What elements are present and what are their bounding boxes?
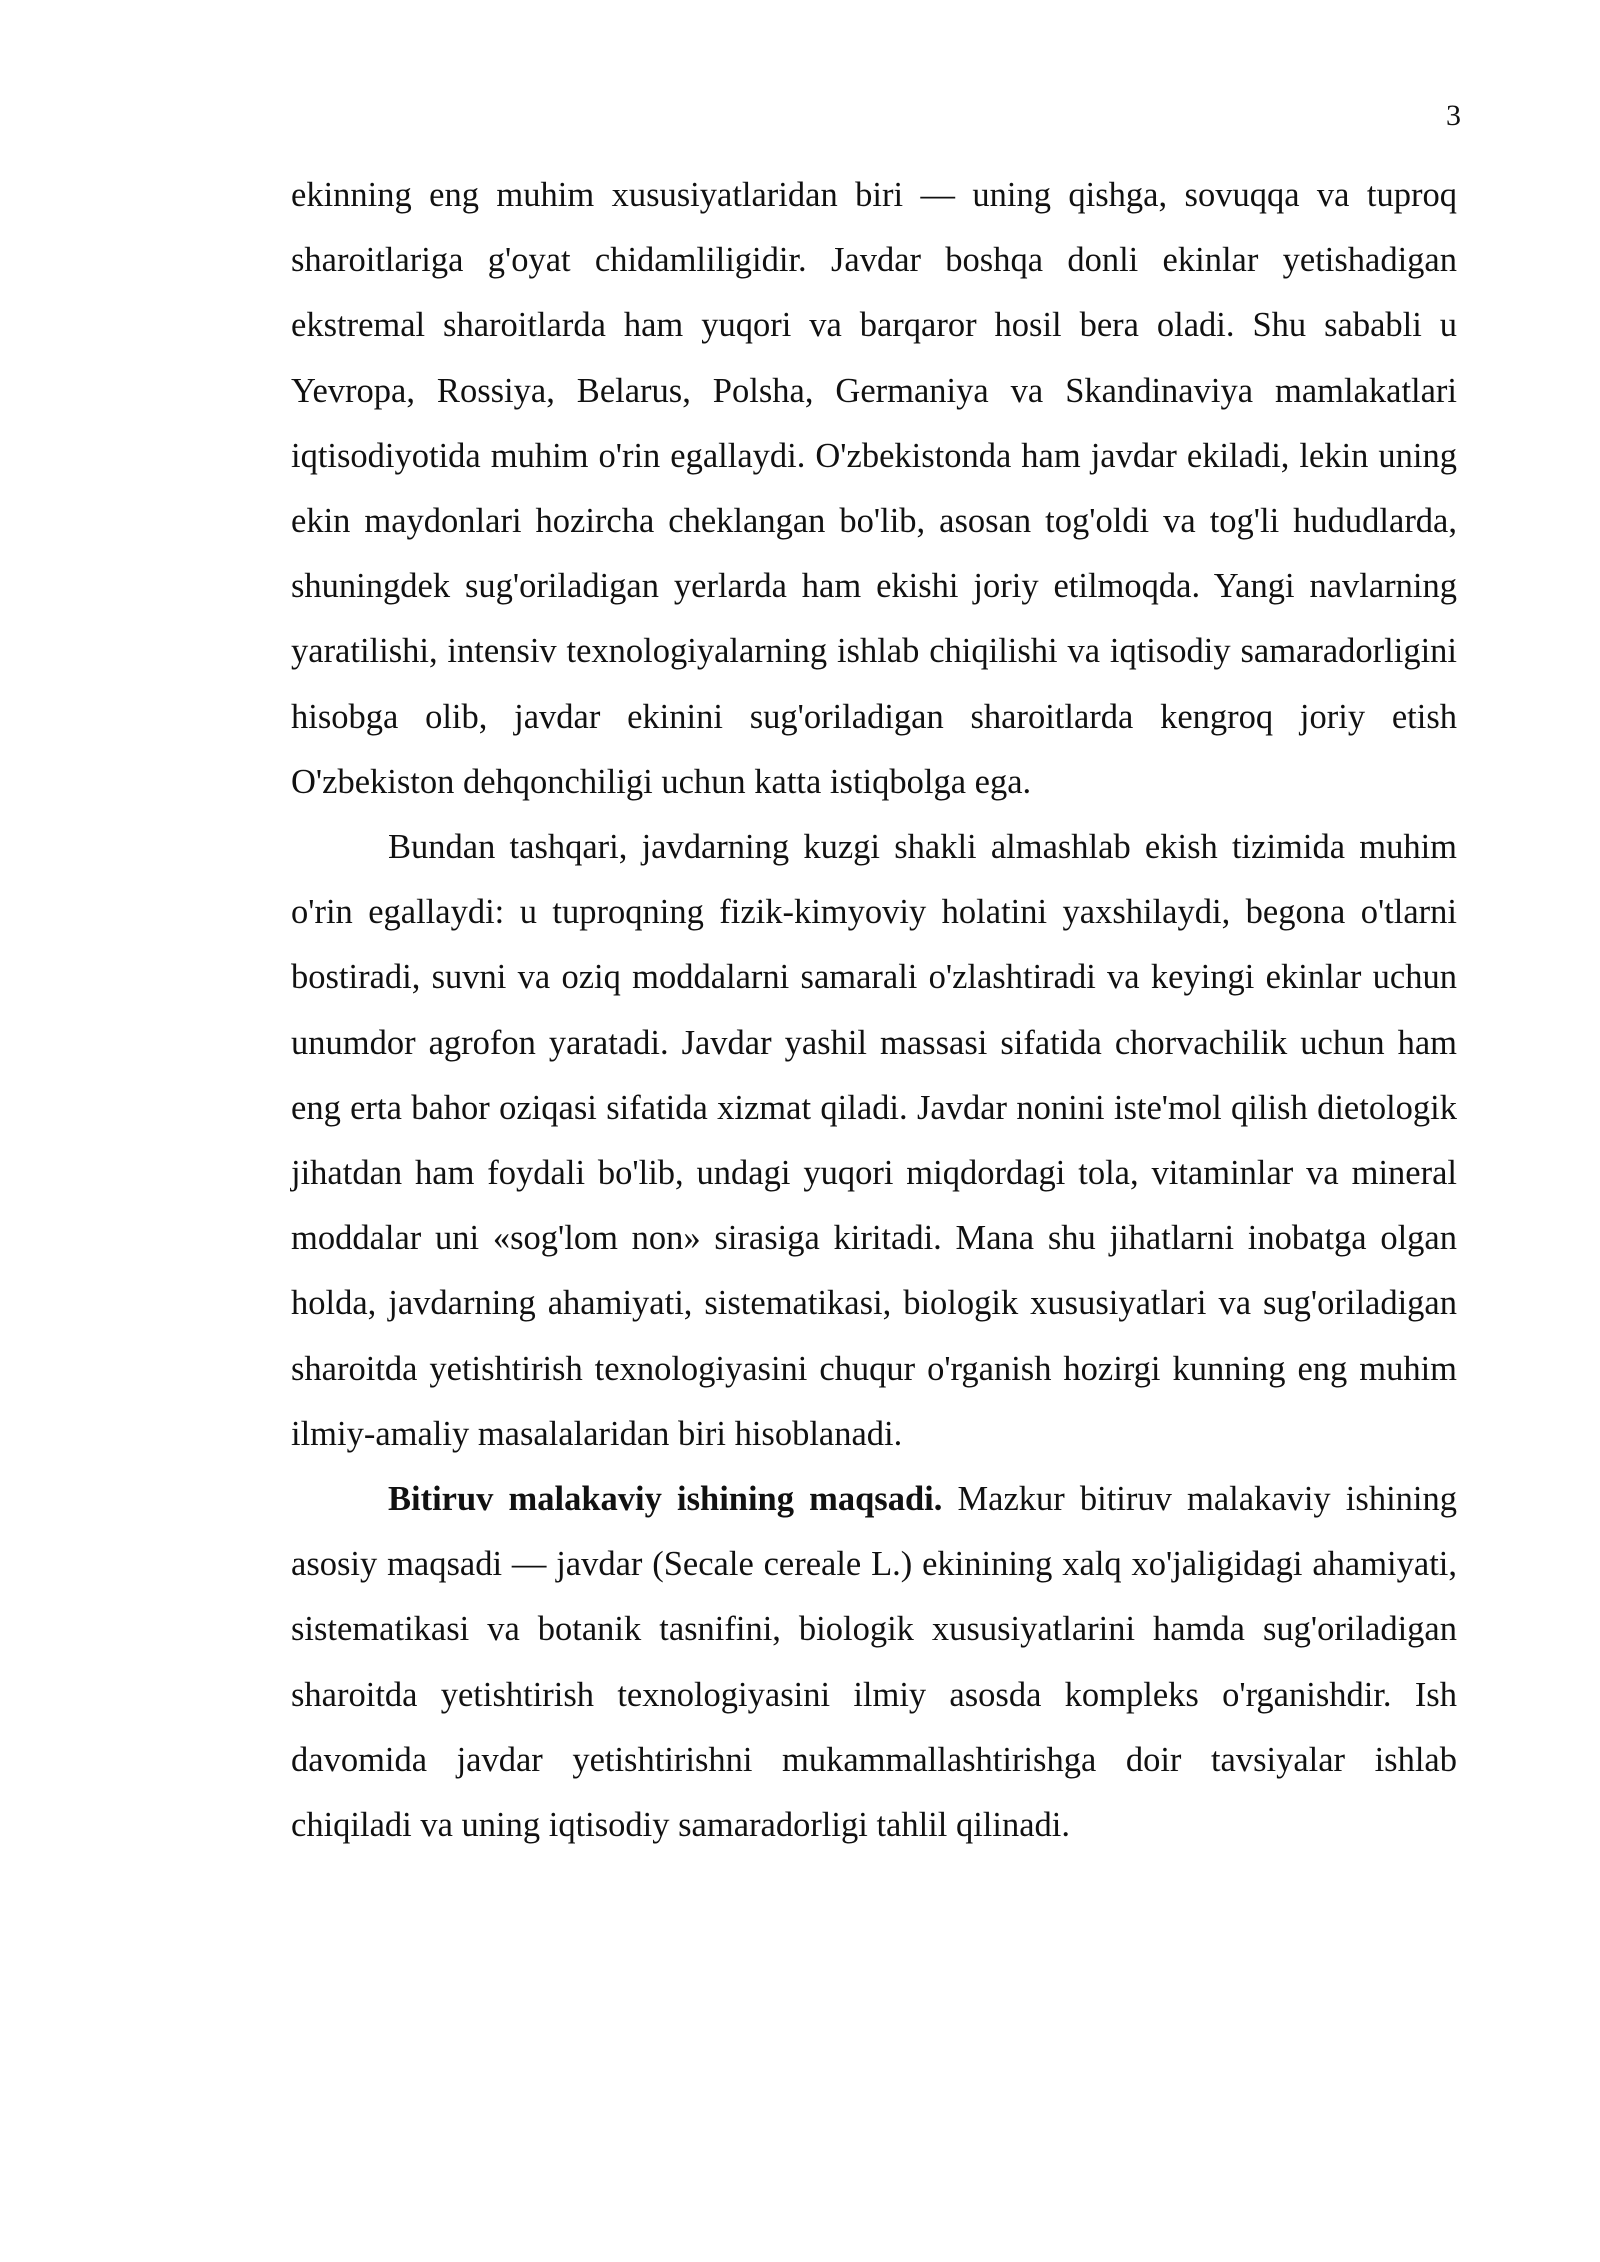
aim-heading: Bitiruv malakaviy ishining maqsadi.: [388, 1480, 943, 1519]
paragraph-continuation: ekinning eng muhim xususiyatlaridan biri — uning qishga, sovuqqa va tuproq sharoitlariga g'oyat chidamliligidir. Javdar boshqa donli ekinlar yetishadigan ekstremal sharoitlarda ham yuqori va barqaror hosil bera oladi. Shu sababli u Yevropa, Rossiya, Belarus, Polsha, Germaniya va Skandinaviya mamlakatlari iqtisodiyotida muhim o'rin egallaydi. O'zbekistonda ham javdar ekiladi, lekin uning ekin maydonlari hozircha cheklangan bo'lib, asosan tog'oldi va tog'li hududlarda, shuningdek sug'oriladigan yerlarda ham ekishi joriy etilmoqda. Yangi navlarning yaratilishi, intensiv texnologiyalarning ishlab chiqilishi va iqtisodiy samaradorligini hisobga olib, javdar ekinini sug'oriladigan sharoitlarda kengroq joriy etish O'zbekiston dehqonchiligi uchun katta istiqbolga ega.: [291, 176, 1457, 801]
text-body: [291, 163, 1457, 1858]
paragraph-thesis-aim: [291, 1467, 1457, 1858]
page-number: 3: [1446, 99, 1461, 132]
aim-text: Mazkur bitiruv malakaviy ishining asosiy maqsadi — javdar (Secale cereale L.) ekinining xalq xo'jaligidagi ahamiyati, sistematikasi va botanik tasnifini, biologik xususiyatlarini hamda sug'oriladigan sharoitda yetishtirish texnologiyasini ilmiy asosda kompleks o'rganishdir. Ish davomida javdar yetishtirishni mukammallashtirishga doir tavsiyalar ishlab chiqiladi va uning iqtisodiy samaradorligi tahlil qilinadi.: [291, 1480, 1457, 1845]
paragraph-crop-rotation: Bundan tashqari, javdarning kuzgi shakli almashlab ekish tizimida muhim o'rin egallaydi: u tuproqning fizik-kimyoviy holatini yaxshilaydi, begona o'tlarni bostiradi, suvni va oziq moddalarni samarali o'zlashtiradi va keyingi ekinlar uchun unumdor agrofon yaratadi. Javdar yashil massasi sifatida chorvachilik uchun ham eng erta bahor oziqasi sifatida xizmat qiladi. Javdar nonini iste'mol qilish dietologik jihatdan ham foydali bo'lib, undagi yuqori miqdordagi tola, vitaminlar va mineral moddalar uni «sog'lom non» sirasiga kiritadi. Mana shu jihatlarni inobatga olgan holda, javdarning ahamiyati, sistematikasi, biologik xususiyatlari va sug'oriladigan sharoitda yetishtirish texnologiyasini chuqur o'rganish hozirgi kunning eng muhim ilmiy-amaliy masalalaridan biri hisoblanadi.: [291, 828, 1457, 1453]
